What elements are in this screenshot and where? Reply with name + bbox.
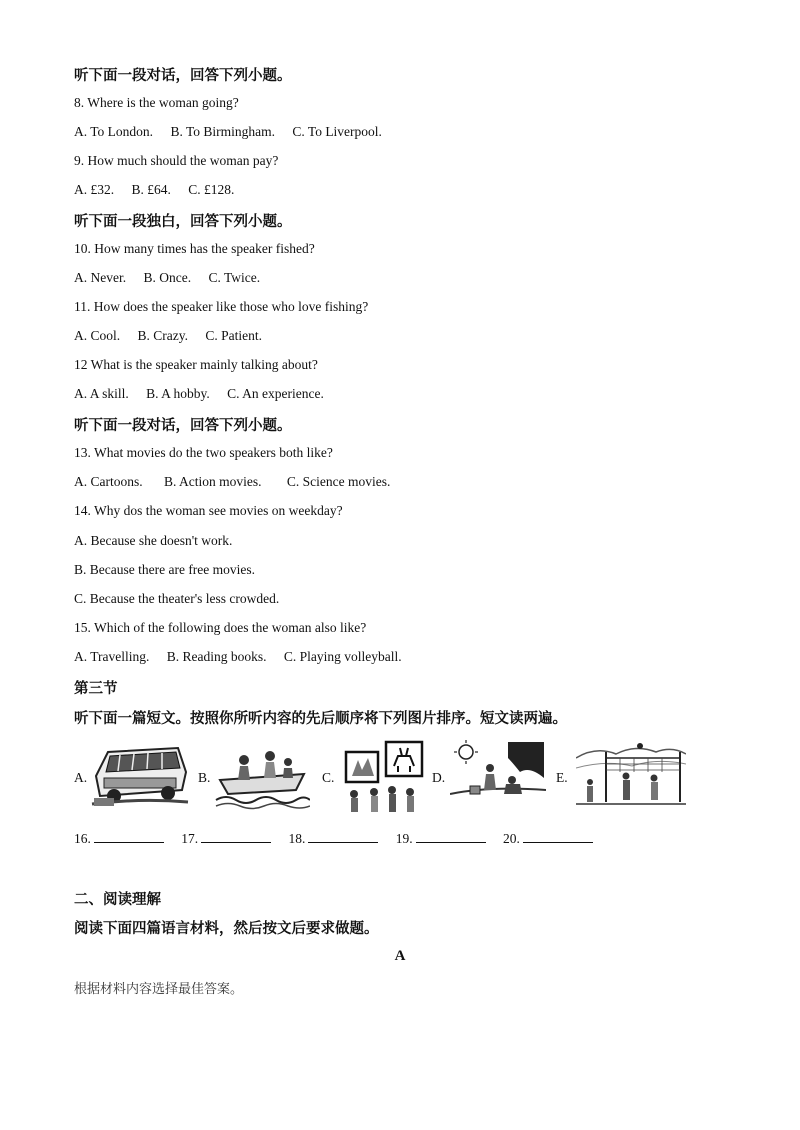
bus-illustration-icon	[90, 738, 190, 810]
reading-section-instructions: 阅读下面四篇语言材料，然后按文后要求做题。	[74, 921, 379, 937]
question-14-option-c: C. Because the theater's less crowded.	[74, 591, 280, 606]
section-header-dialog-1: 听下面一段对话，回答下列小题。	[74, 68, 292, 84]
picture-label: B.	[198, 770, 211, 785]
question-13: 13. What movies do the two speakers both like?	[74, 445, 333, 460]
option-b: B. A hobby.	[146, 386, 210, 401]
boat-illustration-icon	[214, 738, 310, 810]
picnic-illustration-icon	[450, 738, 546, 810]
passage-note: 根据材料内容选择最佳答案。	[74, 982, 244, 997]
option-c: C. £128.	[188, 182, 235, 197]
option-c: C. Patient.	[205, 328, 263, 343]
option-c: C. Playing volleyball.	[283, 649, 402, 664]
option-a: A. Never.	[74, 270, 127, 285]
question-9-options	[74, 182, 248, 198]
question-14-option-b: B. Because there are free movies.	[74, 562, 256, 577]
question-10-options	[74, 270, 274, 286]
question-9: 9. How much should the woman pay?	[74, 153, 279, 168]
option-a: A. Travelling.	[74, 649, 150, 664]
section-header-monolog: 听下面一段独白，回答下列小题。	[74, 214, 292, 230]
option-a: A. Cartoons.	[74, 474, 143, 489]
answer-blank-18[interactable]: 18.	[289, 830, 379, 847]
answer-blank-19[interactable]: 19.	[396, 830, 486, 847]
question-10: 10. How many times has the speaker fished?	[74, 241, 315, 256]
question-15: 15. Which of the following does the woman also like?	[74, 620, 367, 635]
part-3-instructions: 听下面一篇短文。按照你所听内容的先后顺序将下列图片排序。短文读两遍。	[74, 711, 567, 727]
volleyball-illustration-icon	[576, 738, 686, 810]
answer-blank-17[interactable]: 17.	[181, 830, 271, 847]
picture-label: C.	[322, 770, 335, 785]
picture-label: D.	[432, 770, 446, 785]
option-a: A. Cool.	[74, 328, 121, 343]
section-header-dialog-2: 听下面一段对话，回答下列小题。	[74, 418, 292, 434]
question-14: 14. Why dos the woman see movies on weekday?	[74, 503, 343, 518]
museum-illustration-icon	[340, 738, 430, 814]
question-8-options	[74, 124, 396, 140]
option-b: B. Crazy.	[137, 328, 189, 343]
answer-blank-20[interactable]: 20.	[503, 830, 593, 847]
question-12: 12 What is the speaker mainly talking about?	[74, 357, 318, 372]
option-a: A. To London.	[74, 124, 154, 139]
picture-label: E.	[556, 770, 568, 785]
answer-blanks	[74, 830, 607, 847]
option-b: B. To Birmingham.	[170, 124, 275, 139]
option-c: C. Twice.	[208, 270, 261, 285]
reading-section-title: 二、阅读理解	[74, 892, 161, 908]
question-11: 11. How does the speaker like those who love fishing?	[74, 299, 369, 314]
question-14-option-a: A. Because she doesn't work.	[74, 533, 233, 548]
option-a: A. A skill.	[74, 386, 129, 401]
picture-label: A.	[74, 770, 88, 785]
option-b: B. Once.	[143, 270, 192, 285]
passage-label: A	[394, 948, 406, 964]
question-8: 8. Where is the woman going?	[74, 95, 239, 110]
question-12-options	[74, 386, 338, 402]
option-c: C. To Liverpool.	[292, 124, 382, 139]
option-b: B. Reading books.	[166, 649, 267, 664]
option-c: C. An experience.	[227, 386, 324, 401]
option-b: B. £64.	[131, 182, 171, 197]
picture-row	[74, 738, 694, 818]
answer-blank-16[interactable]: 16.	[74, 830, 164, 847]
question-13-options	[74, 474, 390, 490]
question-15-options	[74, 649, 416, 665]
option-b: B. Action movies.	[164, 474, 262, 489]
option-c: C. Science movies.	[286, 474, 391, 489]
question-11-options	[74, 328, 276, 344]
option-a: A. £32.	[74, 182, 115, 197]
part-3-title: 第三节	[74, 681, 118, 697]
